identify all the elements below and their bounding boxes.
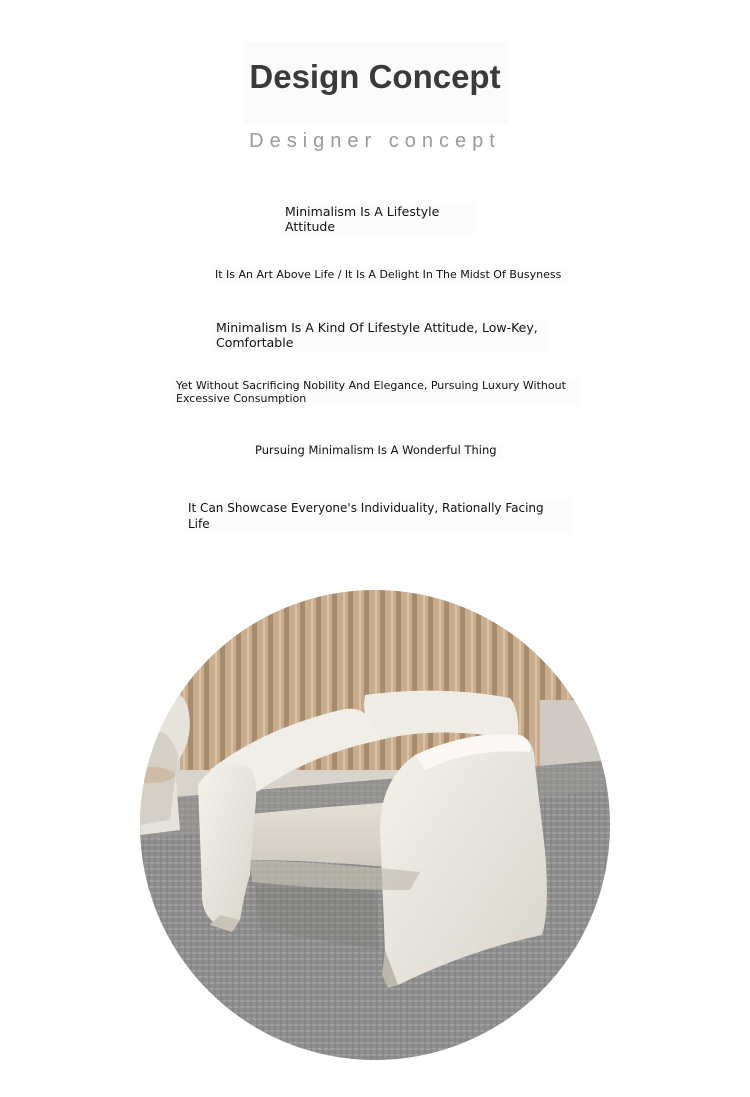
concept-line-4: Yet Without Sacrificing Nobility And Elegance, Pursuing Luxury Without Excessive Consumption <box>173 378 579 406</box>
concept-line-2: It Is An Art Above Life / It Is A Delight In The Midst Of Busyness <box>212 268 568 282</box>
concept-line-3: Minimalism Is A Kind Of Lifestyle Attitude, Low-Key, Comfortable <box>213 319 549 351</box>
chair-photo <box>140 590 610 1060</box>
page-subtitle: Designer concept <box>249 130 501 152</box>
concept-line-6: It Can Showcase Everyone's Individuality, Rationally Facing Life <box>185 500 571 532</box>
page-title: Design Concept <box>249 58 501 95</box>
concept-line-5: Pursuing Minimalism Is A Wonderful Thing <box>252 443 502 458</box>
concept-line-1: Minimalism Is A Lifestyle Attitude <box>282 203 476 235</box>
